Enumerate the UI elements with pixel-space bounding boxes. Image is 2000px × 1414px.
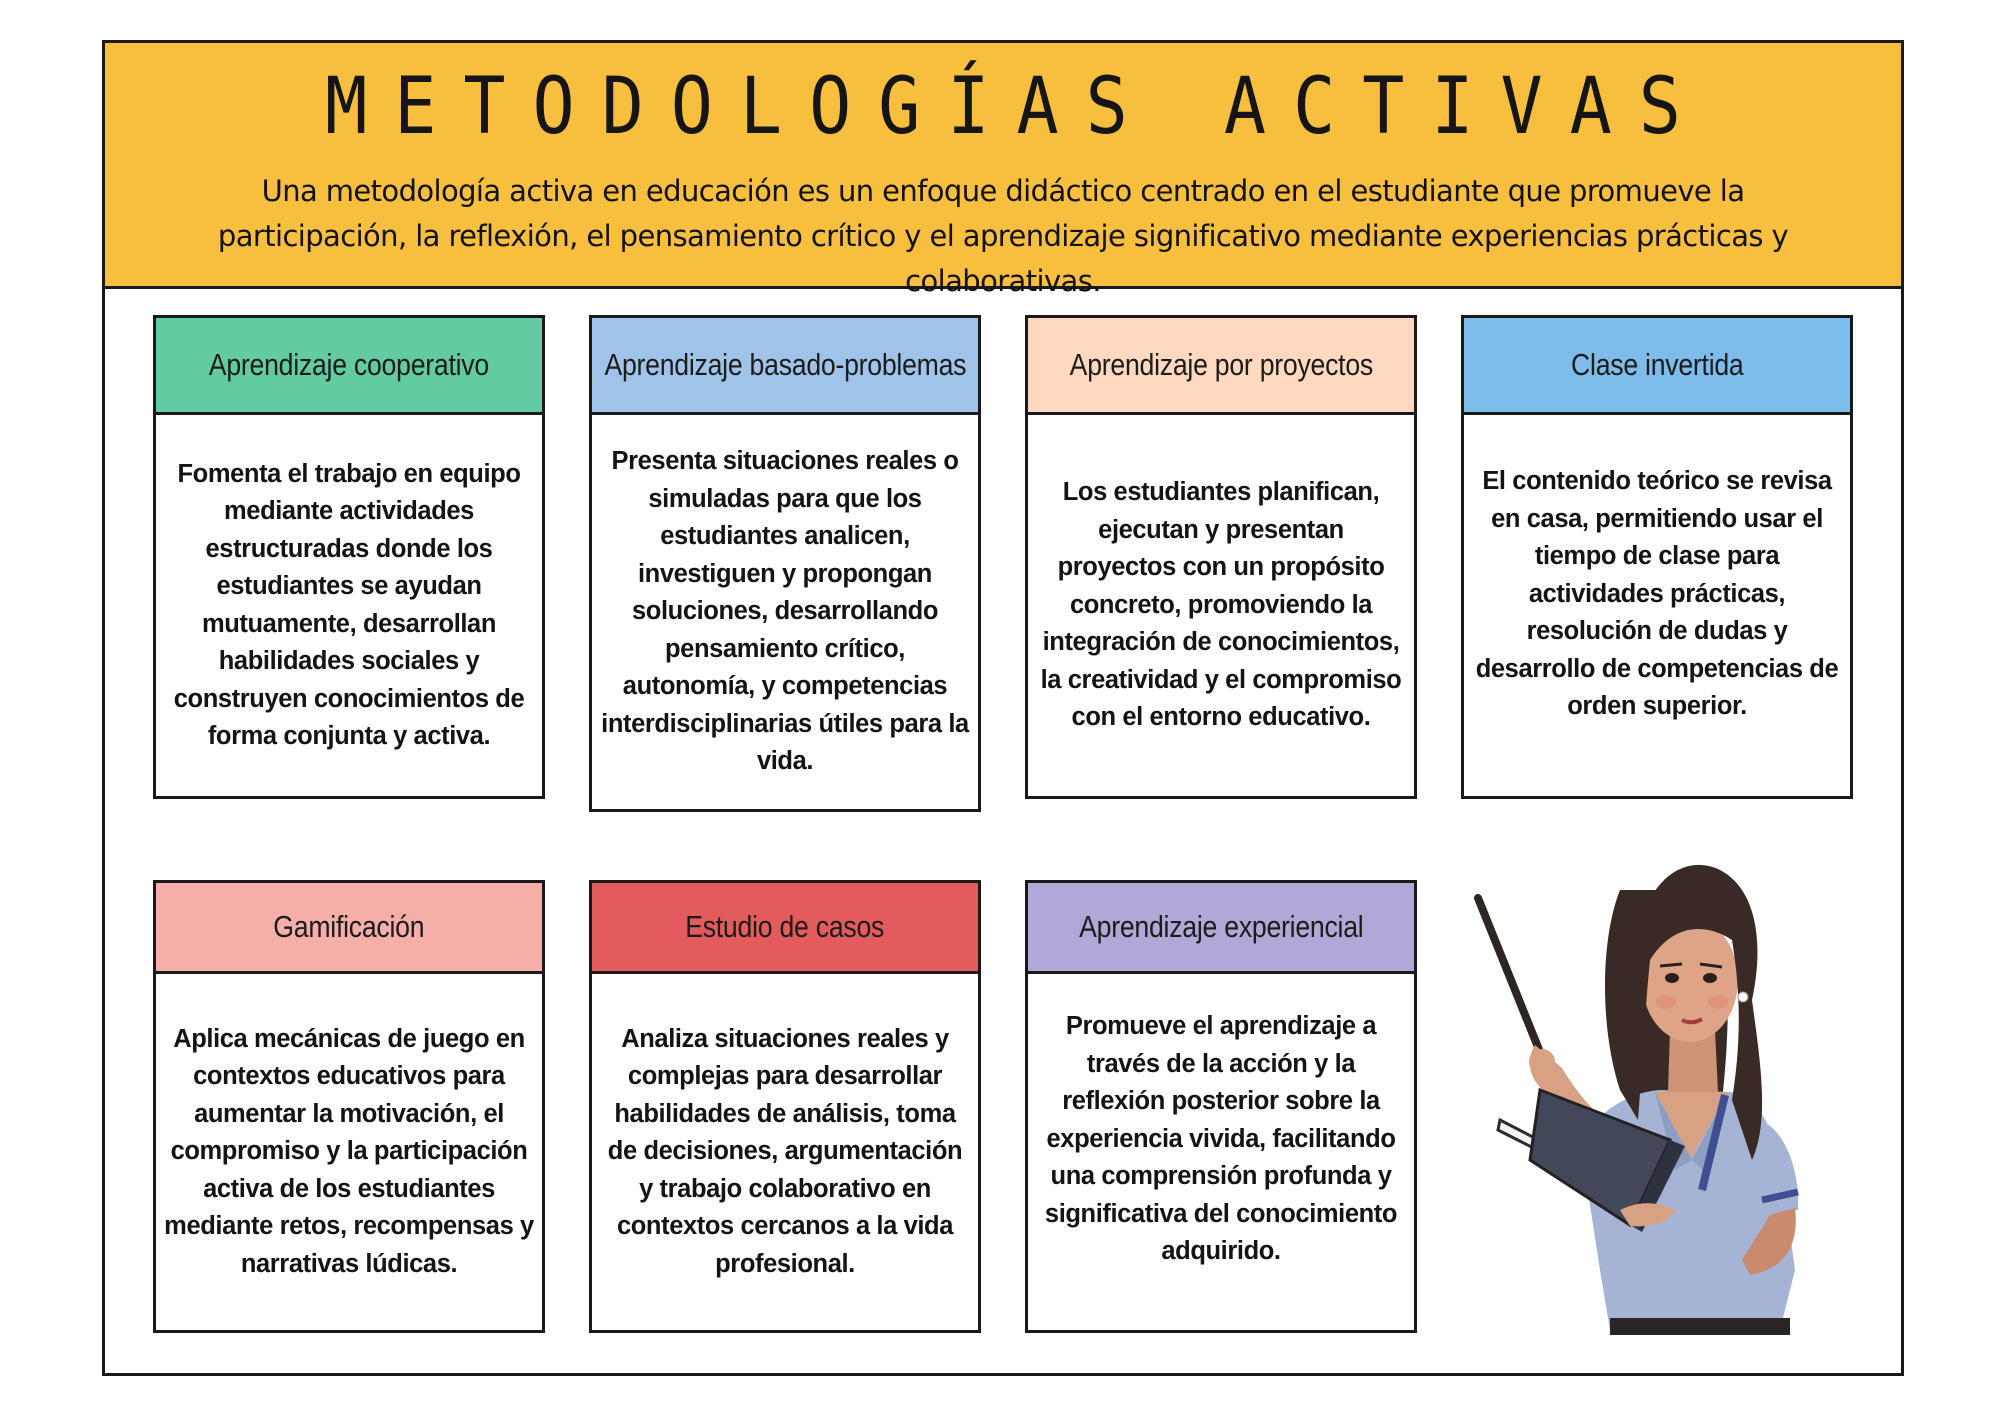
card-aprendizaje-basado-problemas [589,315,981,812]
card-title: Gamificación [273,909,425,944]
teacher-illustration [1470,830,1830,1335]
header-banner [105,43,1901,298]
card-description: Aplica mecánicas de juego en contextos educativos para aumentar la motivación, el compromiso y la participación activa de los estudiantes mediante retos, recompensas y narrativas lúdicas. [153,974,545,1333]
card-description: Promueve el aprendizaje a través de la acción y la reflexión posterior sobre la experiencia vivida, facilitando una comprensión profunda y significativa del conocimiento adquirido. [1025,974,1417,1333]
intro-text: Una metodología activa en educación es un enfoque didáctico centrado en el estudiante que promueve la participación, la reflexión, el pensamiento crítico y el aprendizaje significativo mediante experiencias prácticas y colaborativas. [217,174,1789,298]
card-description: El contenido teórico se revisa en casa, permitiendo usar el tiempo de clase para actividades prácticas, resolución de dudas y desarrollo de competencias de orden superior. [1461,415,1853,799]
card-description: Fomenta el trabajo en equipo mediante actividades estructuradas donde los estudiantes se ayudan mutuamente, desarrollan habilidades sociales y construyen conocimientos de forma conjunta y activa. [153,415,545,799]
card-aprendizaje-cooperativo [153,315,545,799]
card-title: Aprendizaje cooperativo [208,347,490,382]
card-aprendizaje-experiencial [1025,880,1417,1333]
card-description: Analiza situaciones reales y complejas para desarrollar habilidades de análisis, toma de decisiones, argumentación y trabajo colaborativo en contextos cercanos a la vida profesional. [589,974,981,1333]
card-title-box [153,880,545,974]
card-clase-invertida [1461,315,1853,799]
card-title: Clase invertida [1570,347,1744,382]
card-title-box [153,315,545,415]
card-title: Estudio de casos [685,909,885,944]
card-description: Presenta situaciones reales o simuladas para que los estudiantes analicen, investiguen y propongan soluciones, desarrollando pensamiento crítico, autonomía, y competencias interdisciplinarias útiles para la vida. [589,415,981,812]
card-title: Aprendizaje por proyectos [1069,347,1373,382]
card-title-box [1025,315,1417,415]
card-title-box [589,880,981,974]
pointer-stick [1478,898,1548,1072]
card-title-box [1461,315,1853,415]
card-title-box [1025,880,1417,974]
page-title: METODOLOGÍAS ACTIVAS [325,60,1708,152]
card-gamificacion [153,880,545,1333]
card-title: Aprendizaje basado-problemas [604,347,966,382]
card-title: Aprendizaje experiencial [1078,909,1364,944]
card-title-box [589,315,981,415]
card-description: Los estudiantes planifican, ejecutan y presentan proyectos con un propósito concreto, promoviendo la integración de conocimientos, la creatividad y el compromiso con el entorno educativo. [1025,415,1417,799]
card-aprendizaje-por-proyectos [1025,315,1417,799]
card-estudio-de-casos [589,880,981,1333]
